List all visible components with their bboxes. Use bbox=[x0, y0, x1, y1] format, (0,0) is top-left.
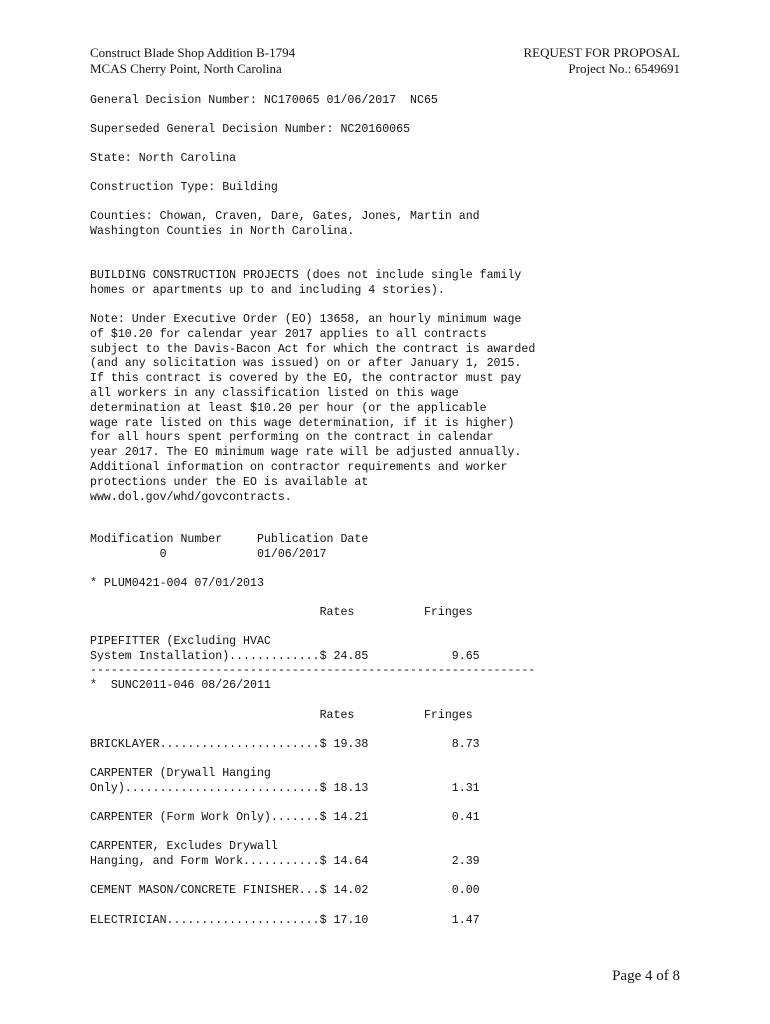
project-title: Construct Blade Shop Addition B-1794 bbox=[90, 45, 296, 60]
rates-header: Rates Fringes bbox=[90, 606, 473, 619]
section-divider: ---------------------------------------------------------------- bbox=[90, 664, 536, 677]
header-right bbox=[523, 45, 680, 77]
wage-row-pipefitter: PIPEFITTER (Excluding HVAC System Installation).............$ 24.85 9.65 bbox=[90, 635, 480, 663]
projects-description: BUILDING CONSTRUCTION PROJECTS (does not include single family homes or apartments up to and including 4 stories). bbox=[90, 269, 522, 297]
wage-row-carpenter-drywall: CARPENTER (Drywall Hanging Only)............................$ 18.13 1.31 bbox=[90, 767, 480, 795]
rates-header: Rates Fringes bbox=[90, 709, 473, 722]
superseded-decision: Superseded General Decision Number: NC20160065 bbox=[90, 123, 411, 136]
modification-table: Modification Number Publication Date 0 01/06/2017 bbox=[90, 533, 369, 561]
page-number: Page 4 of 8 bbox=[612, 968, 680, 984]
wage-row-electrician: ELECTRICIAN......................$ 17.10 1.47 bbox=[90, 914, 480, 927]
document-type: REQUEST FOR PROPOSAL bbox=[523, 45, 680, 60]
wage-row-carpenter-form: CARPENTER (Form Work Only).......$ 14.21 0.41 bbox=[90, 811, 480, 824]
wage-row-bricklayer: BRICKLAYER.......................$ 19.38 8.73 bbox=[90, 738, 480, 751]
state-line: State: North Carolina bbox=[90, 152, 237, 165]
header-left bbox=[90, 45, 295, 77]
construction-type: Construction Type: Building bbox=[90, 181, 278, 194]
project-number: Project No.: 6549691 bbox=[568, 61, 680, 76]
plum-header: * PLUM0421-004 07/01/2013 bbox=[90, 577, 264, 590]
wage-row-carpenter-excludes: CARPENTER, Excludes Drywall Hanging, and Form Work...........$ 14.64 2.39 bbox=[90, 840, 480, 868]
sunc-header: * SUNC2011-046 08/26/2011 bbox=[90, 679, 271, 692]
project-location: MCAS Cherry Point, North Carolina bbox=[90, 61, 282, 76]
counties: Counties: Chowan, Craven, Dare, Gates, Jones, Martin and Washington Counties in North Carolina. bbox=[90, 210, 480, 238]
eo-note: Note: Under Executive Order (EO) 13658, an hourly minimum wage of $10.20 for calendar year 2017 applies to all contracts subject to the Davis-Bacon Act for which the contract is awarded (and any solicitation was issued) on or after January 1, 2015. If this contract is covered by the EO, the contractor must pay all workers in any classification listed on this wage determination at least $10.20 per hour (or the applicable wage rate listed on this wage determination, if it is higher) for all hours spent performing on the contract in calendar year 2017. The EO minimum wage rate will be adjusted annually. Additional information on contractor requirements and worker protections under the EO is available at www.dol.gov/whd/govcontracts. bbox=[90, 313, 536, 504]
wage-row-cement-mason: CEMENT MASON/CONCRETE FINISHER...$ 14.02 0.00 bbox=[90, 884, 480, 897]
decision-number: General Decision Number: NC170065 01/06/2017 NC65 bbox=[90, 94, 438, 107]
